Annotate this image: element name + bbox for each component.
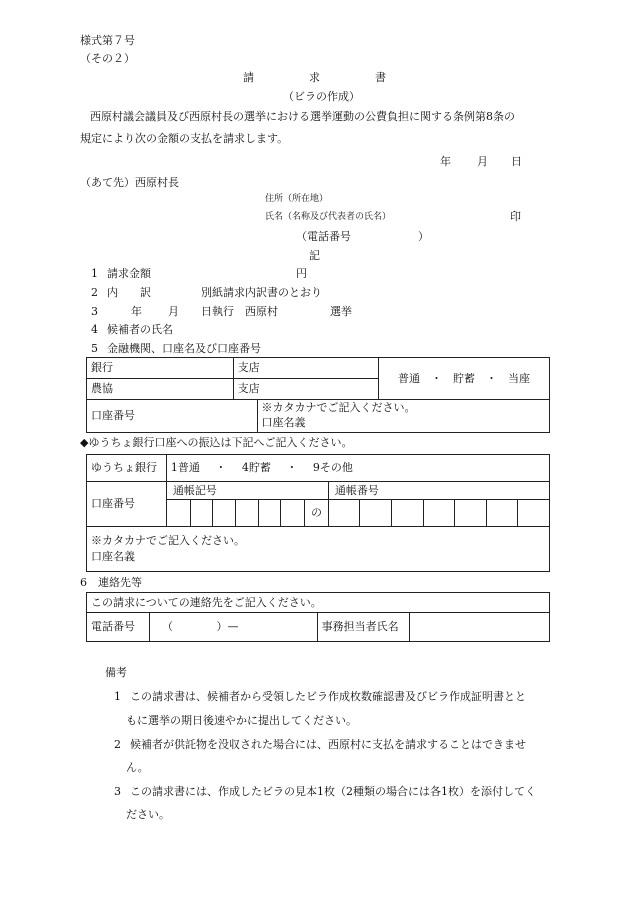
form-number: 様式第７号 [80, 34, 135, 47]
item-3-month: 月 [168, 305, 179, 318]
remark-3-number: 3 [114, 785, 121, 798]
remark-1-line-1: この請求書は、候補者から受領したビラ作成枚数確認書及びビラ作成証明書とと [130, 690, 526, 703]
symbol-digit-box[interactable] [235, 500, 258, 527]
staff-name-field[interactable] [409, 613, 549, 642]
date-year: 年 [440, 155, 451, 168]
item-1-label: 請求金額 [107, 267, 151, 280]
seal-mark: 印 [510, 210, 521, 223]
yucho-heading: ◆ゆうちょ銀行口座への振込は下記へご記入ください。 [80, 436, 353, 449]
passbook-symbol-label: 通帳記号 [166, 482, 328, 500]
yucho-option-4[interactable]: 4貯蓄 [241, 461, 271, 475]
symbol-digit-box[interactable] [213, 500, 236, 527]
remark-3-line-2: ださい。 [126, 808, 170, 821]
name-label: 氏名（名称及び代表者の氏名） [265, 212, 392, 222]
item-3-number: 3 [91, 305, 98, 318]
staff-name-label: 事務担当者氏名 [317, 613, 409, 642]
item-3-election: 選挙 [330, 305, 352, 318]
symbol-digit-box[interactable] [166, 500, 190, 527]
item-4-label: 候補者の氏名 [107, 323, 173, 336]
address-label: 住所（所在地） [265, 194, 329, 204]
contact-table [86, 592, 550, 642]
no-separator: の [305, 500, 329, 527]
yucho-separator-2: ・ [286, 461, 298, 475]
contact-phone-label: 電話番号 [87, 613, 150, 642]
number-digit-box[interactable] [423, 500, 455, 527]
number-digit-box[interactable] [328, 500, 360, 527]
phone-open: （電話番号 [296, 230, 351, 243]
item-2-number: 2 [91, 286, 98, 299]
item-5-label: 金融機関、口座名及び口座番号 [107, 342, 261, 355]
remarks-heading: 備考 [105, 666, 127, 679]
contact-phone-field[interactable] [149, 613, 317, 642]
bank-field[interactable]: 銀行 [87, 358, 234, 379]
form-variant: （その２） [80, 52, 135, 65]
number-digit-box[interactable] [360, 500, 392, 527]
yucho-account-name-field[interactable] [87, 527, 550, 572]
yucho-option-1[interactable]: 1普通 [170, 461, 200, 475]
remark-2-line-1: 候補者が供託物を没収された場合には、西原村に支払を請求することはできませ [130, 738, 526, 751]
symbol-digit-box[interactable] [281, 500, 305, 527]
phone-close: ） [418, 230, 429, 243]
number-digit-box[interactable] [392, 500, 424, 527]
item-4-number: 4 [91, 323, 98, 336]
date-month: 月 [477, 155, 488, 168]
branch-field-2[interactable]: 支店 [233, 379, 379, 400]
bank-table [86, 357, 550, 433]
symbol-digit-box[interactable] [258, 500, 281, 527]
account-number-field[interactable]: 口座番号 [87, 400, 258, 433]
yucho-account-number-label: 口座番号 [87, 482, 167, 527]
item-5-number: 5 [91, 342, 98, 355]
number-digit-box[interactable] [518, 500, 550, 527]
yucho-account-name-label: 口座名義 [91, 550, 135, 563]
contact-phone-mid: ）— [216, 620, 239, 634]
date-day: 日 [511, 155, 522, 168]
account-type-options[interactable]: 普通 ・ 貯蓄 ・ 当座 [379, 358, 550, 400]
item-2-value: 別紙請求内訳書のとおり [201, 286, 322, 299]
contact-heading: 6 連絡先等 [80, 576, 142, 589]
intro-line-1: 西原村議会議員及び西原村長の選挙における選挙運動の公費負担に関する条例第8条の [90, 110, 515, 123]
remark-1-number: 1 [114, 690, 121, 703]
contact-note: この請求についての連絡先をご記入ください。 [87, 593, 550, 613]
passbook-number-label: 通帳番号 [328, 482, 549, 500]
item-1-unit: 円 [296, 267, 307, 280]
addressee: （あて先）西原村長 [80, 176, 179, 189]
branch-field-1[interactable]: 支店 [233, 358, 379, 379]
page-title: 請 求 書 [243, 71, 386, 84]
remark-2-number: 2 [114, 738, 121, 751]
number-digit-box[interactable] [486, 500, 518, 527]
yucho-label: ゆうちょ銀行 [87, 455, 167, 482]
item-3-text: 日執行 西原村 [201, 305, 278, 318]
contact-phone-open: （ [161, 620, 173, 634]
yucho-table [86, 454, 550, 572]
yucho-account-type[interactable] [166, 455, 549, 482]
remark-1-line-2: もに選挙の期日後速やかに提出してください。 [126, 714, 357, 727]
katakana-note: ※カタカナでご記入ください。 [261, 401, 416, 415]
intro-line-2: 規定により次の金額の支払を請求します。 [80, 132, 289, 145]
item-2-label: 内 訳 [107, 286, 151, 299]
page-subtitle: （ビラの作成） [283, 90, 360, 103]
ki-mark: 記 [309, 249, 320, 262]
account-name-label: 口座名義 [261, 416, 306, 429]
item-1-number: 1 [91, 267, 98, 280]
item-3-year: 年 [131, 305, 142, 318]
yucho-option-9[interactable]: 9その他 [312, 461, 353, 475]
yucho-separator-1: ・ [215, 461, 227, 475]
yucho-katakana-note: ※カタカナでご記入ください。 [91, 534, 245, 548]
remark-3-line-1: この請求書には、作成したビラの見本1枚（2種類の場合には各1枚）を添付してく [130, 785, 536, 798]
remark-2-line-2: ん。 [126, 761, 149, 774]
coop-field[interactable]: 農協 [87, 379, 234, 400]
symbol-digit-box[interactable] [190, 500, 213, 527]
number-digit-box[interactable] [455, 500, 487, 527]
account-name-field[interactable] [257, 400, 549, 433]
